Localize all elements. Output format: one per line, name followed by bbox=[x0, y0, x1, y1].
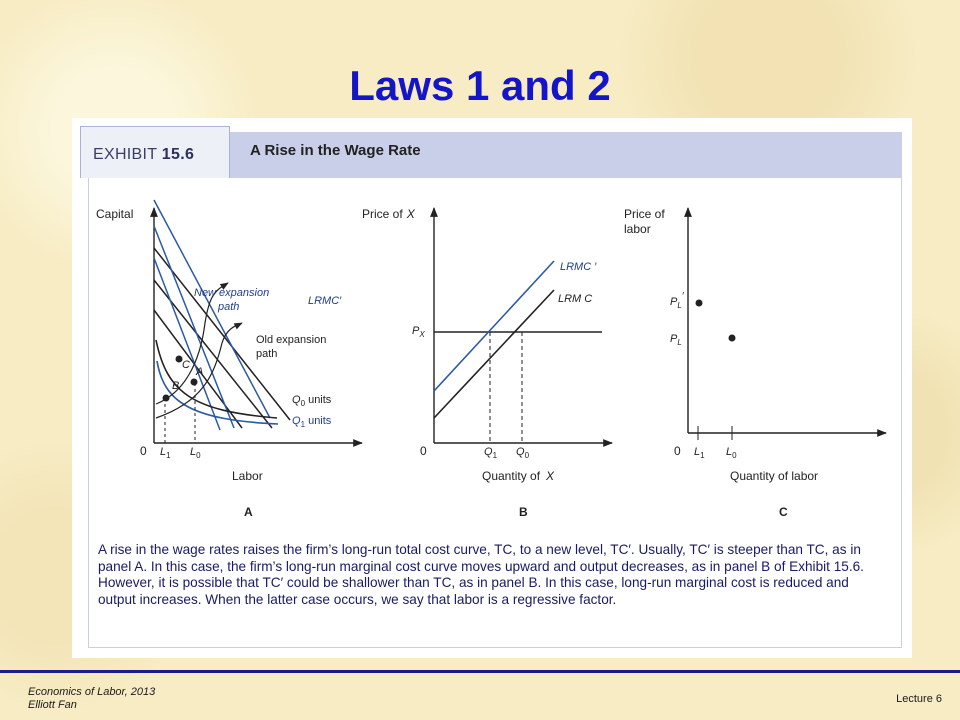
exhibit-label-prefix: EXHIBIT bbox=[93, 146, 158, 163]
panel-a-origin: 0 bbox=[140, 444, 147, 458]
panel-a-isocost-new-1 bbox=[154, 258, 220, 430]
panel-c-point-pl-prime bbox=[696, 300, 703, 307]
panel-a-label-c: C bbox=[182, 359, 190, 371]
panel-a-letter: A bbox=[244, 505, 253, 519]
exhibit-heading: A Rise in the Wage Rate bbox=[250, 142, 421, 159]
footer-course: Economics of Labor, 2013 bbox=[28, 686, 156, 698]
panel-a-x-label: Labor bbox=[232, 469, 263, 483]
panel-b-q1-tick: $Q_1$ bbox=[484, 446, 498, 460]
panel-c-pl-prime-tick: $P_L'$ bbox=[670, 291, 684, 310]
panel-c-l1-tick: $L_1$ bbox=[694, 446, 705, 460]
panel-b-lrmc-old-label: LRM C bbox=[558, 293, 593, 305]
panel-a-y-label: Capital bbox=[96, 207, 134, 221]
slide-title: Laws 1 and 2 bbox=[349, 62, 611, 109]
panel-b-y-label: Price of X bbox=[362, 207, 415, 221]
exhibit-label-number: 15.6 bbox=[161, 146, 195, 163]
panel-c-y-label-2: labor bbox=[624, 222, 651, 236]
panel-a-l1-tick: $L_1$ bbox=[160, 446, 171, 460]
panel-a-old-path-label-2: path bbox=[256, 348, 278, 360]
panel-b-px-tick: $P_X$ bbox=[412, 325, 425, 339]
footer-credits bbox=[28, 686, 155, 712]
panel-a-new-path-label-2: path bbox=[218, 301, 240, 313]
panel-a bbox=[96, 200, 362, 519]
exhibit-panels bbox=[72, 118, 912, 538]
panel-b-q0-tick: $Q_0$ bbox=[516, 446, 530, 460]
panel-b bbox=[362, 207, 612, 519]
footer-lecture-number: Lecture 6 bbox=[896, 693, 942, 705]
panel-a-old-path-label-1: Old expansion bbox=[256, 334, 327, 346]
panel-c-origin: 0 bbox=[674, 444, 681, 458]
exhibit-figure bbox=[72, 118, 912, 658]
footer-rule bbox=[0, 670, 960, 673]
panel-a-lrmc-label: LRMC′ bbox=[308, 295, 342, 307]
panel-b-lrmc-new-label: LRMC ′ bbox=[560, 261, 597, 273]
exhibit-caption: A rise in the wage rates raises the firm’s long-run total cost curve, TC, to a new level, TC′. Usually, TC′ is steeper than TC, as in panel A. In this case, the firm’s long-run marginal cost curve moves upward and output decreases, as in panel B of Exhibit 15.6. However, it is possible that TC′ could be shallower than TC, as in panel B. In this case, long-run marginal cost is reduced and output increases. When the latter case occurs, we say that labor is a regressive factor. bbox=[98, 542, 864, 607]
panel-a-new-path-label-1: New expansion bbox=[194, 287, 270, 299]
panel-b-x-label: Quantity of X bbox=[482, 469, 555, 483]
panel-c-letter: C bbox=[779, 505, 788, 519]
panel-b-origin: 0 bbox=[420, 444, 427, 458]
panel-a-l0-tick: $L_0$ bbox=[190, 446, 201, 460]
panel-a-q1-label: $Q_1$ units bbox=[292, 415, 332, 429]
panel-c-point-pl bbox=[729, 335, 736, 342]
panel-a-point-b bbox=[163, 395, 170, 402]
panel-a-q0-label: $Q_0$ units bbox=[292, 394, 332, 408]
panel-b-lrmc-new-line bbox=[434, 261, 554, 391]
panel-a-label-a: A bbox=[196, 366, 204, 378]
panel-c-pl-tick: $P_L$ bbox=[670, 333, 682, 347]
panel-c bbox=[624, 207, 886, 519]
panel-a-label-b: B bbox=[172, 380, 180, 392]
panel-c-l0-tick: $L_0$ bbox=[726, 446, 737, 460]
panel-c-y-label-1: Price of bbox=[624, 207, 665, 221]
panel-a-point-a bbox=[191, 379, 198, 386]
footer-author: Elliott Fan bbox=[28, 699, 77, 711]
panel-b-letter: B bbox=[519, 505, 528, 519]
panel-a-old-path-pointer bbox=[240, 323, 242, 324]
panel-c-x-label: Quantity of labor bbox=[730, 469, 819, 483]
panel-b-lrmc-old-line bbox=[434, 290, 554, 418]
